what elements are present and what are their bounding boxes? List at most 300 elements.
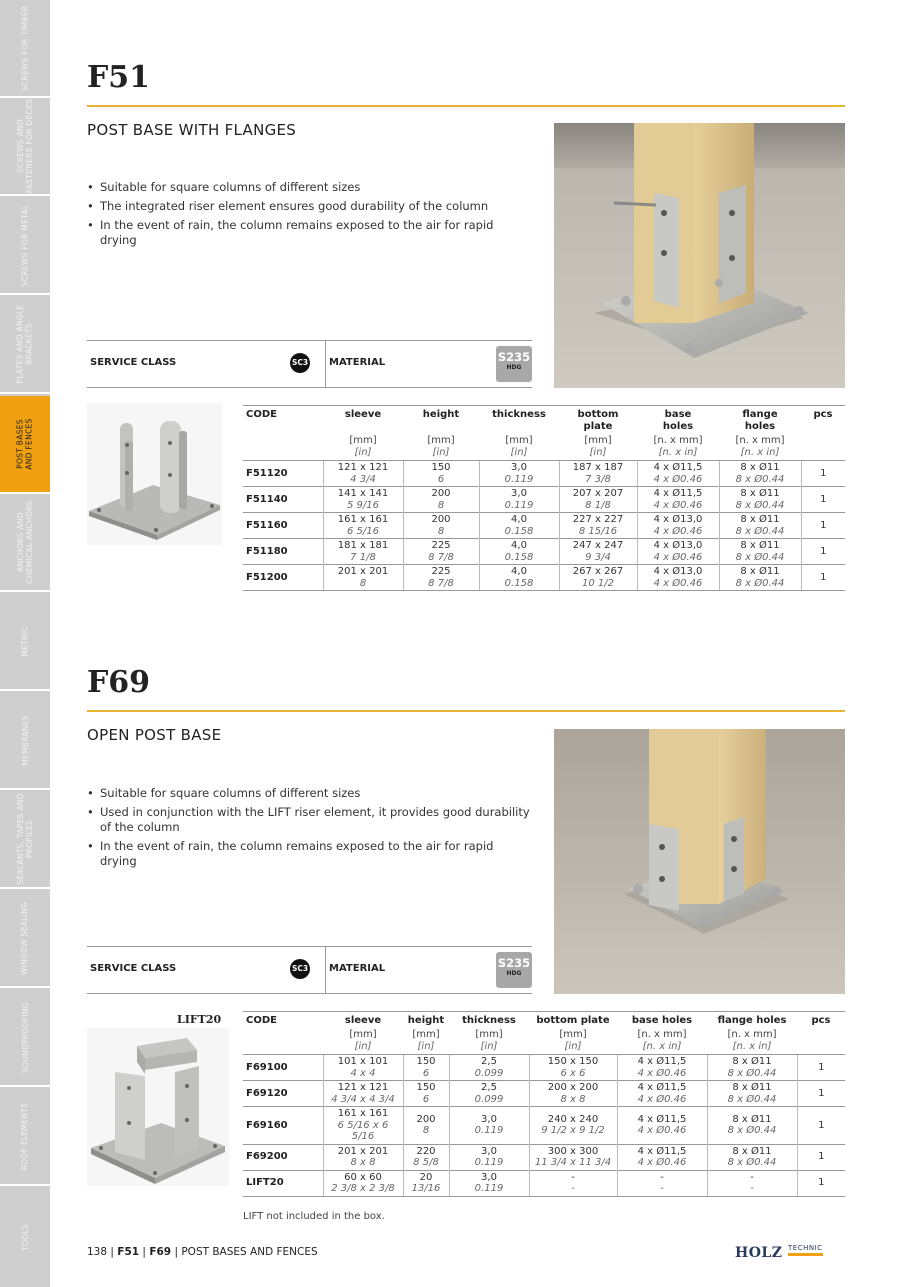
- cell-value-in: 7 3/8: [585, 473, 611, 485]
- table-cell: [323, 487, 403, 513]
- table-cell: [403, 539, 479, 565]
- cell-value-in: 4 x Ø0.46: [637, 1157, 687, 1168]
- cell-value-mm: 3,0: [481, 1145, 497, 1157]
- logo-word: HOLZ: [735, 1245, 783, 1261]
- f51-service-material-bar: [87, 340, 532, 388]
- cell-value-mm: 8 x Ø11: [732, 1082, 772, 1093]
- table-cell: [707, 1107, 797, 1145]
- table-cell: [707, 1081, 797, 1107]
- table-cell: [403, 461, 479, 487]
- cell-value-mm: 200: [416, 1113, 436, 1125]
- cell-value-in: 4 3/4: [350, 473, 376, 485]
- table-cell: [403, 487, 479, 513]
- table-cell: [637, 539, 719, 565]
- cell-value-in: 8: [437, 499, 445, 511]
- logo-sub: TECHNIC: [788, 1244, 823, 1252]
- sidebar-tab-tools[interactable]: TOOLS: [20, 1223, 30, 1251]
- steel-grade: S235: [497, 350, 531, 364]
- table-cell: 1: [801, 513, 845, 539]
- f69-spec-table: [243, 1011, 845, 1197]
- table-cell: [243, 434, 323, 461]
- cell-value-in: -: [571, 1183, 575, 1194]
- f51-feature-list: [87, 180, 532, 252]
- cell-value-mm: 4 x Ø11,5: [637, 1056, 687, 1067]
- table-cell: 1: [797, 1107, 845, 1145]
- table-row: [243, 461, 845, 487]
- cell-value-mm: 150: [431, 462, 451, 473]
- table-cell: F51160: [243, 513, 323, 539]
- col-header: base holes: [637, 406, 719, 435]
- logo-bar: [788, 1253, 823, 1256]
- cell-value-in: 13/16: [411, 1183, 441, 1194]
- table-cell: [529, 1028, 617, 1055]
- col-header: height: [403, 406, 479, 435]
- table-row: [243, 1107, 845, 1145]
- material-badge: [496, 952, 532, 988]
- divider: [325, 947, 326, 993]
- table-cell: [479, 461, 559, 487]
- cell-value-in: 4 x Ø0.46: [637, 1125, 687, 1137]
- col-header: sleeve: [323, 406, 403, 435]
- cell-value-mm: -: [571, 1171, 575, 1183]
- cell-value-in: [in]: [354, 446, 372, 458]
- feature-item: • Suitable for square columns of different sizes: [87, 180, 532, 195]
- cell-value-in: 0.119: [474, 1183, 504, 1194]
- f69-subtitle: OPEN POST BASE: [87, 726, 222, 744]
- table-cell: [559, 565, 637, 591]
- sidebar-tab-post-bases[interactable]: POST BASES AND FENCES: [0, 396, 50, 494]
- cell-value-in: 8 x Ø0.44: [735, 525, 785, 537]
- cell-value-in: 8: [359, 577, 367, 589]
- cell-value-mm: 4 x Ø11,5: [637, 1145, 687, 1157]
- table-row: [243, 487, 845, 513]
- cell-value-mm: [mm]: [505, 435, 533, 446]
- page-number: 138: [87, 1246, 108, 1258]
- cell-value-mm: 150 x 150: [547, 1056, 599, 1067]
- cell-value-in: 4 x 4: [350, 1067, 376, 1079]
- cell-value-in: 8 x 8: [350, 1157, 376, 1168]
- table-cell: [479, 565, 559, 591]
- table-cell: [403, 1107, 449, 1145]
- cell-value-mm: [mm]: [427, 435, 455, 446]
- table-cell: [403, 1081, 449, 1107]
- table-cell: [529, 1144, 617, 1170]
- col-header: height: [403, 1012, 449, 1029]
- cell-value-in: 0.158: [504, 525, 534, 537]
- table-cell: [719, 461, 801, 487]
- cell-value-in: 4 x Ø0.46: [637, 1067, 687, 1079]
- cell-value-in: 0.099: [474, 1067, 504, 1079]
- table-cell: LIFT20: [243, 1170, 323, 1196]
- cell-value-in: 0.119: [504, 473, 534, 485]
- table-unit-row: [243, 1028, 845, 1055]
- cell-value-in: 8: [422, 1125, 430, 1137]
- cell-value-in: 8 7/8: [428, 551, 454, 563]
- cell-value-in: [n. x in]: [732, 1040, 772, 1052]
- cell-value-mm: 267 x 267: [572, 566, 624, 577]
- table-row: [243, 565, 845, 591]
- table-row: [243, 513, 845, 539]
- cell-value-mm: [mm]: [349, 435, 377, 446]
- cell-value-in: 4 x Ø0.46: [653, 525, 703, 537]
- col-header: pcs: [801, 406, 845, 435]
- cell-value-mm: 200: [431, 514, 451, 525]
- cell-value-mm: 4 x Ø11,5: [637, 1082, 687, 1093]
- cell-value-in: 4 x Ø0.46: [637, 1093, 687, 1105]
- table-cell: [617, 1170, 707, 1196]
- cell-value-in: -: [660, 1183, 664, 1194]
- col-header: flange holes: [707, 1012, 797, 1029]
- cell-value-mm: 227 x 227: [572, 514, 624, 525]
- cell-value-in: [in]: [417, 1040, 435, 1052]
- steel-grade: S235: [497, 956, 531, 970]
- table-cell: [801, 434, 845, 461]
- table-cell: 1: [801, 565, 845, 591]
- material-label: MATERIAL: [329, 963, 386, 974]
- sidebar-tab-screws-metal[interactable]: SCREWS FOR METAL: [0, 197, 50, 295]
- cell-value-mm: [n. x mm]: [637, 1029, 687, 1040]
- cell-value-in: [in]: [480, 1040, 498, 1052]
- table-cell: [449, 1170, 529, 1196]
- table-row: [243, 1081, 845, 1107]
- f69-title-rule: [87, 710, 845, 712]
- cell-value-in: [in]: [354, 1040, 372, 1052]
- category-sidebar: [0, 0, 50, 1287]
- table-cell: [707, 1170, 797, 1196]
- footer-code-f51: F51: [117, 1246, 140, 1258]
- cell-value-mm: 8 x Ø11: [732, 1056, 772, 1067]
- table-cell: 1: [797, 1144, 845, 1170]
- table-cell: [617, 1028, 707, 1055]
- table-cell: [719, 565, 801, 591]
- table-unit-row: [243, 434, 845, 461]
- table-cell: [323, 1144, 403, 1170]
- table-cell: 1: [801, 539, 845, 565]
- cell-value-mm: 4,0: [511, 540, 527, 551]
- col-header: CODE: [243, 406, 323, 435]
- cell-value-in: 6: [422, 1067, 430, 1079]
- service-class-label: SERVICE CLASS: [90, 963, 177, 974]
- cell-value-mm: 3,0: [481, 1113, 497, 1125]
- table-cell: [529, 1081, 617, 1107]
- cell-value-in: 10 1/2: [582, 577, 614, 589]
- table-cell: [637, 565, 719, 591]
- col-header: sleeve: [323, 1012, 403, 1029]
- cell-value-in: 8 5/8: [413, 1157, 439, 1168]
- lift-label: LIFT20: [177, 1013, 222, 1026]
- table-cell: [617, 1081, 707, 1107]
- table-row: [243, 1055, 845, 1081]
- cell-value-mm: [mm]: [559, 1029, 587, 1040]
- table-cell: F69200: [243, 1144, 323, 1170]
- cell-value-in: [in]: [432, 446, 450, 458]
- cell-value-mm: 240 x 240: [547, 1113, 599, 1125]
- cell-value-in: 8 x Ø0.44: [727, 1093, 777, 1105]
- cell-value-in: 6: [422, 1093, 430, 1105]
- cell-value-mm: 20: [419, 1171, 433, 1183]
- service-class-badge: SC3: [290, 353, 310, 373]
- cell-value-in: 6: [437, 473, 445, 485]
- cell-value-mm: 8 x Ø11: [740, 488, 780, 499]
- table-cell: [617, 1144, 707, 1170]
- table-cell: [707, 1144, 797, 1170]
- cell-value-in: 0.158: [504, 551, 534, 563]
- feature-item: • Used in conjunction with the LIFT riser element, it provides good durability of the column: [87, 805, 532, 835]
- cell-value-mm: [n. x mm]: [727, 1029, 777, 1040]
- table-row: [243, 1170, 845, 1196]
- cell-value-mm: 4 x Ø13,0: [653, 566, 703, 577]
- cell-value-mm: 2,5: [481, 1082, 497, 1093]
- table-cell: F69160: [243, 1107, 323, 1145]
- cell-value-mm: 2,5: [481, 1056, 497, 1067]
- feature-item: • The integrated riser element ensures good durability of the column: [87, 199, 532, 214]
- table-cell: F69100: [243, 1055, 323, 1081]
- col-header: bottom plate: [559, 406, 637, 435]
- f51-subtitle: POST BASE WITH FLANGES: [87, 121, 297, 139]
- table-cell: [719, 487, 801, 513]
- cell-value-mm: 3,0: [511, 462, 527, 473]
- cell-value-mm: 200: [431, 488, 451, 499]
- cell-value-in: 8 x Ø0.44: [727, 1157, 777, 1168]
- material-badge: [496, 346, 532, 382]
- cell-value-in: 0.119: [474, 1125, 504, 1137]
- cell-value-mm: 141 x 141: [337, 488, 389, 499]
- table-cell: [479, 513, 559, 539]
- table-cell: 1: [801, 487, 845, 513]
- cell-value-mm: 8 x Ø11: [740, 462, 780, 473]
- cell-value-in: 8 x Ø0.44: [735, 577, 785, 589]
- table-cell: [479, 434, 559, 461]
- cell-value-in: [in]: [510, 446, 528, 458]
- cell-value-mm: 4 x Ø11,5: [653, 488, 703, 499]
- cell-value-in: [n. x in]: [642, 1040, 682, 1052]
- table-cell: [637, 487, 719, 513]
- table-cell: [529, 1055, 617, 1081]
- cell-value-mm: 187 x 187: [572, 462, 624, 473]
- cell-value-mm: [mm]: [475, 1029, 503, 1040]
- cell-value-mm: 101 x 101: [337, 1056, 389, 1067]
- table-cell: [479, 487, 559, 513]
- cell-value-in: 8 x Ø0.44: [735, 473, 785, 485]
- table-cell: [323, 1107, 403, 1145]
- cell-value-mm: 4 x Ø13,0: [653, 540, 703, 551]
- cell-value-in: 7 1/8: [350, 551, 376, 563]
- cell-value-mm: 4 x Ø11,5: [653, 462, 703, 473]
- holz-technic-logo: [735, 1242, 823, 1261]
- table-row: [243, 1144, 845, 1170]
- service-class-badge: SC3: [290, 959, 310, 979]
- cell-value-mm: [n. x mm]: [735, 435, 785, 446]
- cell-value-in: 8 7/8: [428, 577, 454, 589]
- feature-item: • In the event of rain, the column remains exposed to the air for rapid drying: [87, 839, 532, 869]
- sidebar-tab-roof-elements[interactable]: ROOF ELEMENTS: [0, 1088, 50, 1186]
- cell-value-in: 4 x Ø0.46: [653, 499, 703, 511]
- cell-value-mm: 4,0: [511, 514, 527, 525]
- cell-value-in: 9 1/2 x 9 1/2: [541, 1125, 605, 1137]
- cell-value-in: 8 x Ø0.44: [735, 499, 785, 511]
- table-cell: [449, 1028, 529, 1055]
- cell-value-mm: 207 x 207: [572, 488, 624, 499]
- cell-value-in: [in]: [564, 1040, 582, 1052]
- cell-value-mm: 201 x 201: [337, 1145, 389, 1157]
- cell-value-mm: -: [750, 1171, 754, 1183]
- cell-value-in: 0.119: [504, 499, 534, 511]
- cell-value-in: 4 x Ø0.46: [653, 473, 703, 485]
- col-header: base holes: [617, 1012, 707, 1029]
- table-cell: [323, 565, 403, 591]
- footer-code-f69: F69: [149, 1246, 172, 1258]
- footer-section: POST BASES AND FENCES: [181, 1246, 318, 1258]
- table-cell: [323, 461, 403, 487]
- cell-value-in: 8 x Ø0.44: [735, 551, 785, 563]
- cell-value-mm: 4 x Ø11,5: [637, 1113, 687, 1125]
- table-cell: 1: [797, 1170, 845, 1196]
- table-cell: [323, 539, 403, 565]
- table-cell: [323, 1170, 403, 1196]
- table-cell: [449, 1144, 529, 1170]
- table-cell: [559, 461, 637, 487]
- table-cell: [323, 513, 403, 539]
- cell-value-in: 0.099: [474, 1093, 504, 1105]
- col-header: thickness: [479, 406, 559, 435]
- cell-value-in: 8: [437, 525, 445, 537]
- table-cell: [529, 1107, 617, 1145]
- table-cell: [403, 513, 479, 539]
- cell-value-in: 9 3/4: [585, 551, 611, 563]
- table-cell: [479, 539, 559, 565]
- cell-value-in: -: [750, 1183, 754, 1194]
- steel-finish: HDG: [506, 364, 522, 371]
- table-cell: [617, 1055, 707, 1081]
- table-cell: [449, 1055, 529, 1081]
- sidebar-tab-soundproofing[interactable]: SOUNDPROOFING: [0, 989, 50, 1087]
- cell-value-mm: 300 x 300: [547, 1145, 599, 1157]
- table-row: [243, 539, 845, 565]
- cell-value-mm: -: [660, 1171, 664, 1183]
- cell-value-in: 8 x Ø0.44: [727, 1125, 777, 1137]
- cell-value-mm: 4,0: [511, 566, 527, 577]
- sidebar-tab-screws-decks[interactable]: SCREWS AND FASTENERS FOR DECKS: [0, 98, 50, 196]
- f69-service-material-bar: [87, 946, 532, 994]
- cell-value-mm: 150: [416, 1082, 436, 1093]
- cell-value-mm: 3,0: [481, 1171, 497, 1183]
- cell-value-in: 0.119: [474, 1157, 504, 1168]
- col-header: thickness: [449, 1012, 529, 1029]
- f69-product-photo: [554, 729, 845, 994]
- table-cell: 1: [797, 1081, 845, 1107]
- cell-value-in: 6 x 6: [560, 1067, 586, 1079]
- sidebar-tab-screws-for-timber[interactable]: SCREWS FOR TIMBER: [0, 0, 50, 98]
- cell-value-in: 2 3/8 x 2 3/8: [331, 1183, 395, 1194]
- table-cell: F51140: [243, 487, 323, 513]
- f69-feature-list: [87, 786, 532, 873]
- cell-value-mm: 121 x 121: [337, 462, 389, 473]
- table-cell: [559, 513, 637, 539]
- table-cell: [797, 1028, 845, 1055]
- table-cell: [719, 513, 801, 539]
- cell-value-mm: 247 x 247: [572, 540, 624, 551]
- table-cell: [617, 1107, 707, 1145]
- feature-item: • In the event of rain, the column remains exposed to the air for rapid drying: [87, 218, 532, 248]
- cell-value-in: 0.158: [504, 577, 534, 589]
- f51-spec-table: [243, 405, 845, 591]
- cell-value-in: 4 x Ø0.46: [653, 551, 703, 563]
- table-cell: [403, 1170, 449, 1196]
- table-cell: [529, 1170, 617, 1196]
- cell-value-mm: 161 x 161: [337, 1108, 389, 1119]
- sidebar-tab-window-sealing[interactable]: WINDOW SEALING: [0, 890, 50, 988]
- sidebar-tab-sealants[interactable]: SEALANTS, TAPES AND PROFILES: [0, 791, 50, 889]
- table-cell: [403, 434, 479, 461]
- cell-value-in: 6 5/16 x 6 5/16: [337, 1119, 389, 1142]
- cell-value-mm: 220: [416, 1145, 436, 1157]
- sidebar-tab-membranes[interactable]: MEMBRANES: [0, 692, 50, 790]
- cell-value-mm: 8 x Ø11: [732, 1145, 772, 1157]
- sidebar-tab-plates[interactable]: PLATES AND ANGLE BRACKETS: [0, 296, 50, 394]
- cell-value-mm: 4 x Ø13,0: [653, 514, 703, 525]
- table-cell: [323, 1028, 403, 1055]
- table-cell: [403, 565, 479, 591]
- cell-value-in: [n. x in]: [658, 446, 698, 458]
- sidebar-tab-anchors[interactable]: ANCHORS AND CHEMICAL ANCHORS: [0, 494, 50, 592]
- table-cell: F51180: [243, 539, 323, 565]
- sidebar-tab-metric[interactable]: METRIC: [0, 593, 50, 691]
- cell-value-mm: 60 x 60: [344, 1171, 382, 1183]
- cell-value-mm: 161 x 161: [337, 514, 389, 525]
- page-footer: 138 | F51 | F69 | POST BASES AND FENCES: [87, 1246, 318, 1258]
- table-cell: [323, 434, 403, 461]
- table-cell: [637, 461, 719, 487]
- cell-value-mm: [mm]: [349, 1029, 377, 1040]
- cell-value-in: [in]: [589, 446, 607, 458]
- cell-value-mm: [n. x mm]: [653, 435, 703, 446]
- cell-value-in: [n. x in]: [740, 446, 780, 458]
- table-cell: 1: [797, 1055, 845, 1081]
- cell-value-in: 8 x Ø0.44: [727, 1067, 777, 1079]
- cell-value-mm: 150: [416, 1056, 436, 1067]
- table-cell: [559, 434, 637, 461]
- material-label: MATERIAL: [329, 357, 386, 368]
- table-header-row: [243, 406, 845, 435]
- table-cell: [243, 1028, 323, 1055]
- cell-value-mm: [mm]: [412, 1029, 440, 1040]
- cell-value-mm: 3,0: [511, 488, 527, 499]
- f51-title: F51: [87, 60, 151, 95]
- cell-value-mm: 225: [431, 566, 451, 577]
- col-header: CODE: [243, 1012, 323, 1029]
- cell-value-mm: [mm]: [584, 435, 612, 446]
- cell-value-in: 8 x 8: [560, 1093, 586, 1105]
- table-cell: [719, 539, 801, 565]
- cell-value-in: 8 15/16: [578, 525, 618, 537]
- table-cell: [707, 1055, 797, 1081]
- table-cell: [403, 1055, 449, 1081]
- cell-value-in: 5 9/16: [347, 499, 379, 511]
- table-cell: [449, 1107, 529, 1145]
- feature-item: • Suitable for square columns of different sizes: [87, 786, 532, 801]
- cell-value-in: 8 1/8: [585, 499, 611, 511]
- table-cell: [637, 513, 719, 539]
- f69-product-thumbnail: [87, 1028, 229, 1186]
- cell-value-in: 6 5/16: [347, 525, 379, 537]
- f51-title-rule: [87, 105, 845, 107]
- col-header: bottom plate: [529, 1012, 617, 1029]
- cell-value-mm: 8 x Ø11: [740, 540, 780, 551]
- table-cell: [323, 1055, 403, 1081]
- service-class-label: SERVICE CLASS: [90, 357, 177, 368]
- cell-value-mm: 8 x Ø11: [740, 566, 780, 577]
- f51-product-thumbnail: [87, 403, 222, 545]
